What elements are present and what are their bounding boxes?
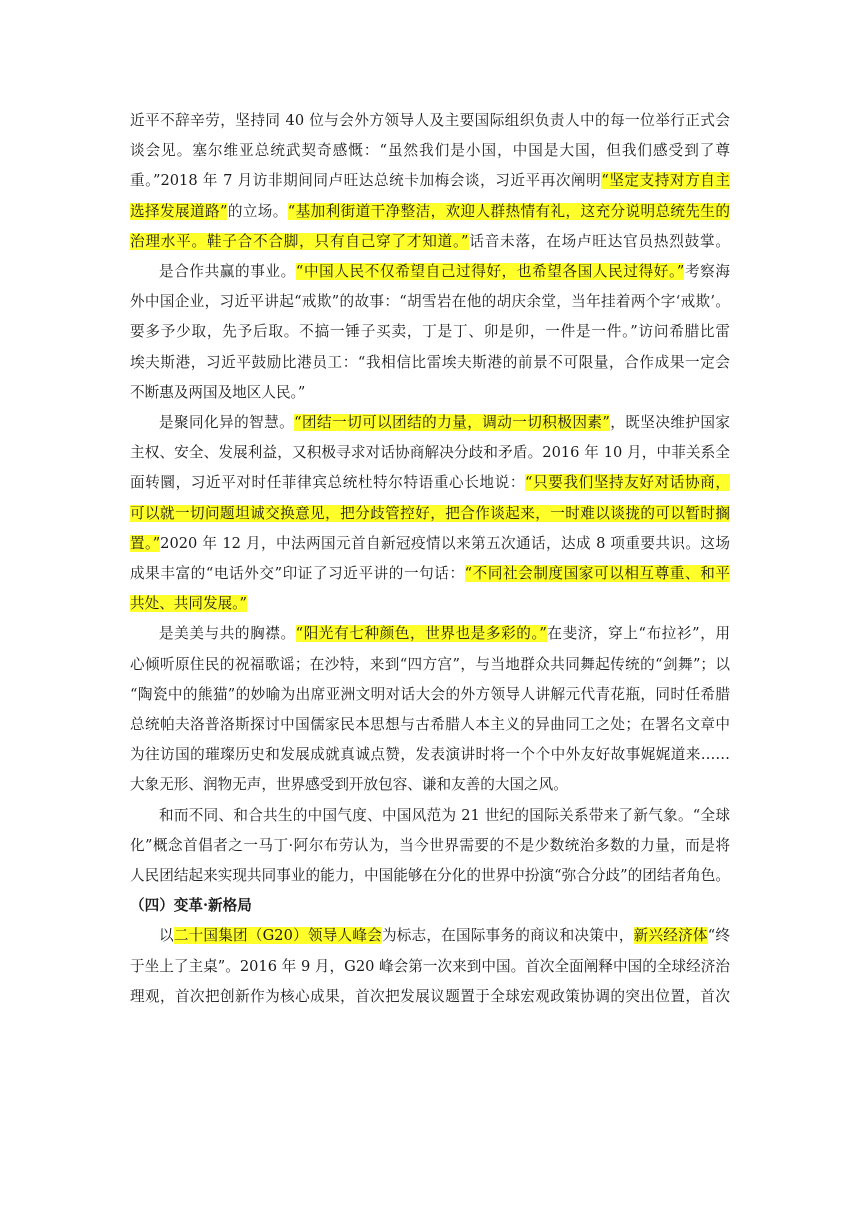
highlighted-text: “只要我们坚持友好对话协商， (525, 474, 730, 492)
text-line (130, 529, 730, 559)
text-line (130, 710, 730, 740)
text-run: 心倾听原住民的祝福歌谣；在沙特，来到“四方宫”，与当地群众共同舞起传统的“剑舞”；以 (130, 655, 730, 673)
text-run: 化”概念首倡者之一马丁·阿尔布劳认为，当今世界需要的不是少数统治多数的力量，而是将 (130, 836, 730, 854)
text-run: 以 (159, 927, 174, 945)
text-run: 2020 年 12 月，中法两国元首自新冠疫情以来第五次通话，达成 8 项重要共识。这场 (160, 534, 730, 552)
highlighted-text: “不同社会制度国家可以相互尊重、和平 (464, 565, 730, 582)
text-line (130, 831, 730, 861)
text-run: 不断惠及两国及地区人民。” (130, 383, 306, 401)
text-run: 埃夫斯港，习近平鼓励比港员工：“我相信比雷埃夫斯港的前景不可限量，合作成果一定会 (130, 353, 730, 371)
text-run: 的立场。 (227, 202, 288, 220)
text-run: （四）变革·新格局 (130, 897, 252, 915)
text-line (130, 499, 730, 529)
text-run: 在斐济，穿上“布拉衫”，用 (546, 625, 730, 643)
text-run: 是合作共赢的事业。 (159, 263, 296, 280)
text-run: 考察海 (684, 263, 730, 280)
text-run: 重。”2018 年 7 月访非期间同卢旺达总统卡加梅会谈，习近平再次阐明 (130, 172, 602, 190)
text-run: 外中国企业，习近平讲起“戒欺”的故事：“胡雪岩在他的胡庆余堂，当年挂着两个字‘戒欺’。 (130, 293, 730, 311)
text-line (130, 438, 730, 468)
text-line (130, 317, 730, 347)
text-line (130, 227, 730, 257)
text-run: 大象无形、润物无声，世界感受到开放包容、谦和友善的大国之风。 (130, 776, 568, 794)
highlighted-text: 选择发展道路” (130, 202, 228, 220)
text-run: 近平不辞辛劳，坚持同 40 位与会外方领导人及主要国际组织负责人中的每一位举行正式会 (130, 112, 730, 129)
text-line (130, 650, 730, 680)
text-run: 理观，首次把创新作为核心成果，首次把发展议题置于全球宏观政策协调的突出位置，首次 (130, 987, 730, 1005)
text-line (130, 287, 730, 317)
text-line (130, 770, 730, 800)
text-line (130, 952, 730, 982)
text-run: 人民团结起来实现共同事业的能力，中国能够在分化的世界中扮演“弥合分歧”的团结者角色。 (130, 867, 730, 884)
text-line (159, 619, 730, 649)
text-run: 总统帕夫洛普洛斯探讨中国儒家民本思想与古希腊人本主义的异曲同工之处；在署名文章中 (130, 716, 730, 733)
text-run: 为标志，在国际事务的商议和决策中， (381, 927, 634, 945)
text-line (130, 861, 730, 891)
text-line (159, 257, 730, 287)
text-run: ，既坚决维护国家 (609, 414, 730, 431)
highlighted-text: 置。” (130, 534, 161, 552)
text-line (130, 680, 730, 710)
highlighted-text: 可以就一切问题坦诚交换意见，把分歧管控好，把合作谈起来，一时难以谈拢的可以暂时搁 (130, 504, 730, 522)
highlighted-text: 治理水平。鞋子合不合脚，只有自己穿了才知道。” (130, 232, 469, 250)
text-line (130, 348, 730, 378)
text-line (130, 982, 730, 1012)
text-run: 面转圜，习近平对时任菲律宾总统杜特尔特语重心长地说： (130, 474, 526, 492)
text-line (130, 589, 730, 619)
text-line (130, 166, 730, 196)
highlighted-text: “阳光有七种颜色，世界也是多彩的。” (295, 625, 547, 643)
highlighted-text: 二十国集团（G20）领导人峰会 (173, 927, 382, 945)
text-line (159, 921, 730, 951)
text-run: 话音未落，在场卢旺达官员热烈鼓掌。 (468, 232, 730, 250)
section-heading (130, 891, 730, 921)
text-run: 要多予少取，先予后取。不搞一锤子买卖，丁是丁、卯是卯，一件是一件。”访问希腊比雷 (130, 323, 730, 341)
text-run: 和而不同、和合共生的中国气度、中国风范为 21 世纪的国际关系带来了新气象。“全球 (159, 806, 730, 824)
text-run: 成果丰富的“电话外交”印证了习近平讲的一句话： (130, 565, 465, 582)
highlighted-text: “基加利街道干净整洁，欢迎人群热情有礼，这充分说明总统先生的 (287, 202, 730, 220)
text-line (130, 740, 730, 770)
text-line (130, 559, 730, 589)
highlighted-text: 共处、共同发展。” (130, 595, 247, 613)
text-run: 为往访国的璀璨历史和发展成就真诚点赞，发表演讲时将一个个中外友好故事娓娓道来…… (130, 746, 730, 764)
highlighted-text: “坚定支持对方自主 (601, 172, 730, 190)
text-run: 于坐上了主桌”。2016 年 9 月，G20 峰会第一次来到中国。首次全面阐释中国的全球经济治 (130, 957, 730, 975)
text-line (130, 468, 730, 498)
text-run: 是聚同化异的智慧。 (159, 414, 295, 431)
highlighted-text: “团结一切可以团结的力量，调动一切积极因素” (294, 414, 610, 431)
text-line (159, 408, 730, 438)
text-run: “终 (707, 927, 730, 945)
text-run: 主权、安全、发展利益，又积极寻求对话协商解决分歧和矛盾。2016 年 10 月，中菲关系全 (130, 444, 730, 462)
text-line (130, 197, 730, 227)
text-run: 谈会见。塞尔维亚总统武契奇感慨：“虽然我们是小国，中国是大国，但我们感受到了尊 (130, 142, 730, 160)
highlighted-text: 新兴经济体 (633, 927, 708, 945)
highlighted-text: “中国人民不仅希望自己过得好，也希望各国人民过得好。” (295, 263, 685, 280)
text-line (130, 106, 730, 136)
text-line (159, 801, 730, 831)
text-line (130, 378, 730, 408)
text-run: “陶瓷中的熊猫”的妙喻为出席亚洲文明对话大会的外方领导人讲解元代青花瓶，同时任希腊 (130, 685, 730, 703)
text-line (130, 136, 730, 166)
text-run: 是美美与共的胸襟。 (159, 625, 296, 643)
